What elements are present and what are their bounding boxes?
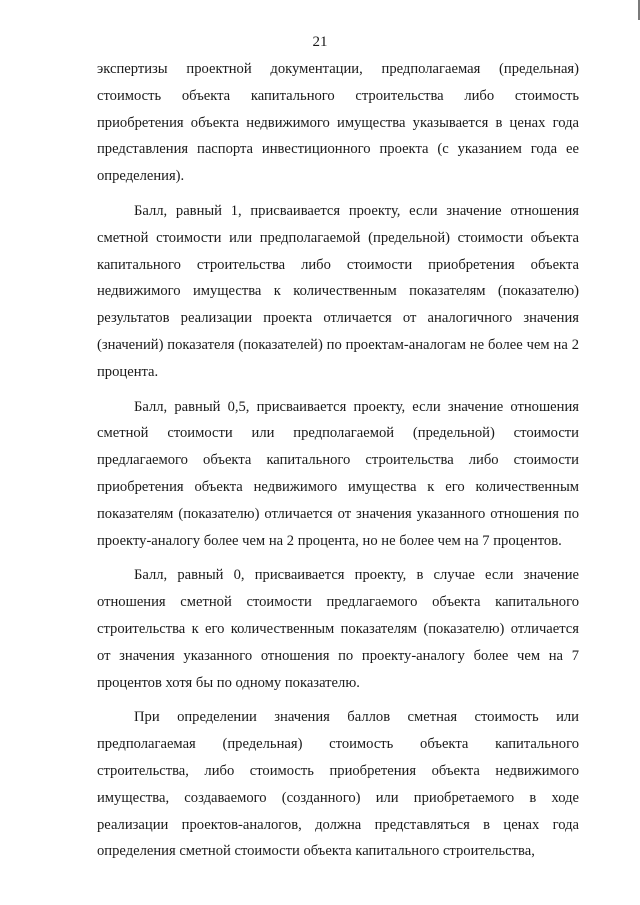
paragraph-score-0: Балл, равный 0, присваивается проекту, в случае если значение отношения сметной стоимости предлагаемого объекта капитального строительства к его количественным показателям (показателю) отличается от значения указанного отношения по проекту-аналогу более чем на 7 процентов хотя бы по одному показателю. [97,567,579,691]
paragraph-score-1: Балл, равный 1, присваивается проекту, если значение отношения сметной стоимости или предполагаемой (предельной) стоимости объекта капитального строительства либо стоимости приобретения объекта недвижимого имущества к количественным показателям (показателю) результатов реализации проекта отличается от аналогичного значения (значений) показателя (показателей) по проектам-аналогам не более чем на 2 процента. [97,202,579,380]
paragraph-score-0-5: Балл, равный 0,5, присваивается проекту, если значение отношения сметной стоимости или предполагаемой (предельной) стоимости предлагаемого объекта капитального строительства либо стоимости приобретения объекта недвижимого имущества к его количественным показателям (показателю) отличается от значения указанного отношения по проекту-аналогу более чем на 2 процента, но не более чем на 7 процентов. [97,398,579,549]
paragraph-price-determination: При определении значения баллов сметная стоимость или предполагаемая (предельная) стоимость объекта капитального строительства, либо стоимость приобретения объекта недвижимого имущества, создаваемого (созданного) или приобретаемого в ходе реализации проектов-аналогов, должна представляться в ценах года определения сметной стоимости объекта капитального строительства, [97,709,579,860]
page-number: 21 [312,34,328,50]
paragraph-continuation: экспертизы проектной документации, предполагаемая (предельная) стоимость объекта капитального строительства либо стоимость приобретения объекта недвижимого имущества указывается в ценах года представления паспорта инвестиционного проекта (с указанием года ее определения). [97,61,579,185]
document-body [97,56,579,873]
